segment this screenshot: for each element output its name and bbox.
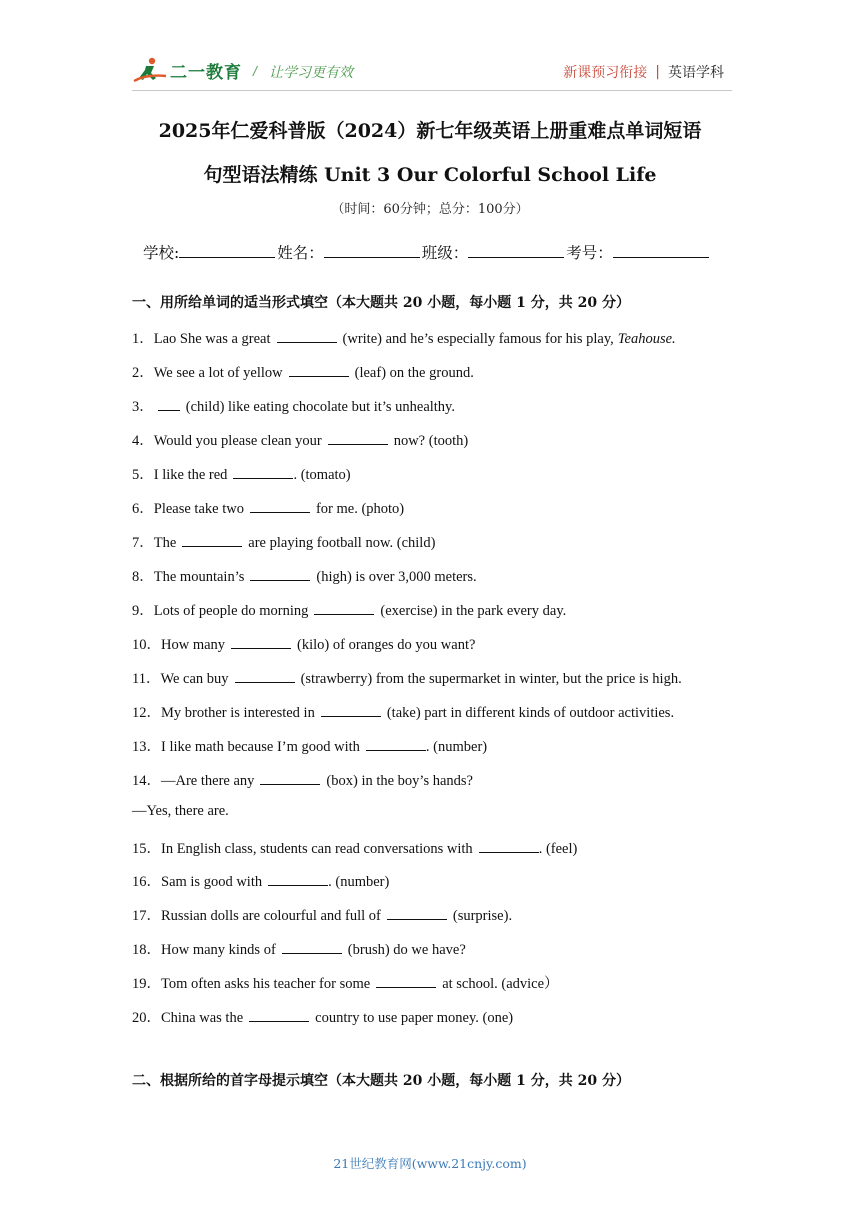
question-text-before: China was the	[161, 1010, 244, 1026]
question-text-before: Tom often asks his teacher for some	[161, 976, 371, 992]
question-item	[132, 870, 389, 891]
header-right	[563, 62, 724, 82]
header-subject-label: 英语学科	[668, 65, 724, 81]
question-text-after: (surprise).	[452, 908, 513, 924]
question-text-before: My brother is interested in	[161, 705, 315, 721]
question-text-after: . (tomato)	[293, 467, 351, 483]
answer-blank[interactable]	[231, 636, 291, 649]
question-text-after: country to use paper money. (one)	[315, 1010, 514, 1026]
name-label: 姓名：	[277, 244, 324, 262]
question-number: 2．	[132, 365, 154, 381]
question-item	[132, 1006, 513, 1027]
question-number: 9．	[132, 603, 154, 619]
school-blank[interactable]	[179, 243, 275, 258]
question-item	[132, 972, 559, 993]
question-text-before: Would you please clean your	[153, 433, 322, 449]
runner-logo-icon	[132, 56, 168, 84]
question-number: 4．	[132, 433, 154, 449]
answer-blank[interactable]	[235, 670, 295, 683]
question-item	[132, 565, 477, 586]
number-label: 考号：	[566, 244, 613, 262]
answer-blank[interactable]	[387, 907, 447, 920]
question-text-before: The mountain’s	[153, 569, 245, 585]
school-label: 学校:	[143, 244, 180, 262]
question-number: 15．	[132, 841, 161, 857]
question-number: 14．	[132, 773, 161, 789]
question-text-before: I like the red	[153, 467, 228, 483]
question-text-before: The	[153, 535, 177, 551]
question-number: 1．	[132, 331, 154, 347]
answer-blank[interactable]	[282, 941, 342, 954]
question-text-after: (leaf) on the ground.	[354, 365, 474, 381]
question-item	[132, 667, 682, 688]
answer-blank[interactable]	[260, 772, 320, 785]
question-text-before: How many	[161, 637, 226, 653]
logo-text: 二一教育	[170, 62, 242, 82]
question-item	[132, 531, 435, 552]
question-item	[132, 769, 473, 790]
question-text-before: Russian dolls are colourful and full of	[161, 908, 381, 924]
exam-time-score: （时间：60分钟；总分：100分）	[331, 202, 529, 217]
question-text-after: . (number)	[425, 739, 488, 755]
logo	[132, 56, 242, 84]
footer: 21世纪教育网(www.21cnjy.com)	[333, 1156, 527, 1171]
question-item	[132, 599, 566, 620]
question-number: 17．	[132, 908, 161, 924]
question-number: 11．	[132, 671, 161, 687]
question-text-after: (exercise) in the park every day.	[380, 603, 567, 619]
header-divider: |	[655, 64, 660, 80]
question-item	[132, 701, 674, 722]
class-blank[interactable]	[468, 243, 564, 258]
question-text-after: for me. (photo)	[315, 501, 405, 517]
question-text-before: —Are there any	[161, 773, 255, 789]
question-text-after: (child) like eating chocolate but it’s unhealthy.	[185, 399, 455, 415]
answer-blank[interactable]	[289, 364, 349, 377]
question-text-before: In English class, students can read conversations with	[161, 841, 473, 857]
slogan-separator: /	[253, 63, 257, 79]
question-number: 13．	[132, 739, 161, 755]
question-item	[132, 429, 468, 450]
question-item	[132, 735, 487, 756]
class-label: 班级：	[421, 244, 469, 262]
section-1-heading: 一、用所给单词的适当形式填空（本大题共 20 小题，每小题 1 分，共 20 分）	[132, 295, 630, 311]
question-text-after: (high) is over 3,000 meters.	[316, 569, 477, 585]
answer-blank[interactable]	[250, 568, 310, 581]
question-item	[132, 361, 474, 382]
answer-blank[interactable]	[233, 466, 293, 479]
question-number: 6．	[132, 501, 154, 517]
question-number: 12．	[132, 705, 161, 721]
question-text-before: We can buy	[160, 671, 229, 687]
question-item	[132, 803, 229, 820]
question-text-before: Lots of people do morning	[153, 603, 309, 619]
answer-blank[interactable]	[366, 738, 426, 751]
play-title: Teahouse.	[617, 331, 676, 347]
question-number: 20．	[132, 1010, 161, 1026]
question-text-before: I like math because I’m good with	[161, 739, 360, 755]
question-item	[132, 904, 512, 925]
question-number: 19．	[132, 976, 161, 992]
number-blank[interactable]	[613, 243, 709, 258]
answer-blank[interactable]	[479, 840, 539, 853]
title-line-1: 2025年仁爱科普版（2024）新七年级英语上册重难点单词短语	[158, 120, 702, 142]
question-text-after: at school. (advice）	[442, 976, 559, 992]
answer-blank[interactable]	[321, 704, 381, 717]
question-number: 3．	[132, 399, 154, 415]
question-text-after: . (number)	[328, 874, 390, 890]
answer-blank[interactable]	[158, 398, 180, 411]
answer-blank[interactable]	[376, 975, 436, 988]
question-number: 16．	[132, 874, 161, 890]
question-item	[132, 938, 466, 959]
answer-blank[interactable]	[249, 1009, 309, 1022]
question-item	[132, 633, 475, 654]
question-text-before: —Yes, there are.	[132, 803, 229, 819]
question-text-before: We see a lot of yellow	[153, 365, 283, 381]
answer-blank[interactable]	[250, 500, 310, 513]
question-item	[132, 837, 577, 858]
question-item	[132, 497, 404, 518]
slogan: 让学习更有效	[269, 65, 353, 81]
question-text-before: Sam is good with	[161, 874, 263, 890]
answer-blank[interactable]	[314, 602, 374, 615]
question-number: 5．	[132, 467, 154, 483]
question-text-after: (box) in the boy’s hands?	[326, 773, 473, 789]
student-info-line	[143, 241, 711, 263]
question-text-after: (take) part in different kinds of outdoor activities.	[386, 705, 675, 721]
answer-blank[interactable]	[328, 432, 388, 445]
question-text-after: now? (tooth)	[393, 433, 469, 449]
question-text-after: . (feel)	[538, 841, 578, 857]
question-text-after: (kilo) of oranges do you want?	[297, 637, 476, 653]
header-rule	[132, 90, 732, 91]
question-item	[132, 463, 351, 484]
question-text-after: (strawberry) from the supermarket in winter, but the price is high.	[300, 671, 682, 687]
title-line-2: 句型语法精练 Unit 3 Our Colorful School Life	[203, 164, 657, 186]
section-2-heading: 二、根据所给的首字母提示填空（本大题共 20 小题，每小题 1 分，共 20 分）	[132, 1073, 630, 1089]
question-item	[132, 327, 676, 348]
question-text-before: How many kinds of	[161, 942, 276, 958]
question-number: 10．	[132, 637, 161, 653]
question-item	[132, 395, 455, 416]
question-number: 7．	[132, 535, 154, 551]
answer-blank[interactable]	[268, 873, 328, 886]
header-course-label: 新课预习衔接	[563, 65, 648, 81]
answer-blank[interactable]	[277, 330, 337, 343]
name-blank[interactable]	[324, 243, 420, 258]
question-text-before: Lao She was a great	[153, 331, 271, 347]
question-text-before: Please take two	[153, 501, 244, 517]
question-text-after: are playing football now. (child)	[248, 535, 436, 551]
page-header	[132, 52, 732, 88]
answer-blank[interactable]	[182, 534, 242, 547]
question-number: 8．	[132, 569, 154, 585]
question-text-after: (write) and he’s especially famous for his play,	[342, 331, 614, 347]
question-text-after: (brush) do we have?	[347, 942, 466, 958]
question-number: 18．	[132, 942, 161, 958]
